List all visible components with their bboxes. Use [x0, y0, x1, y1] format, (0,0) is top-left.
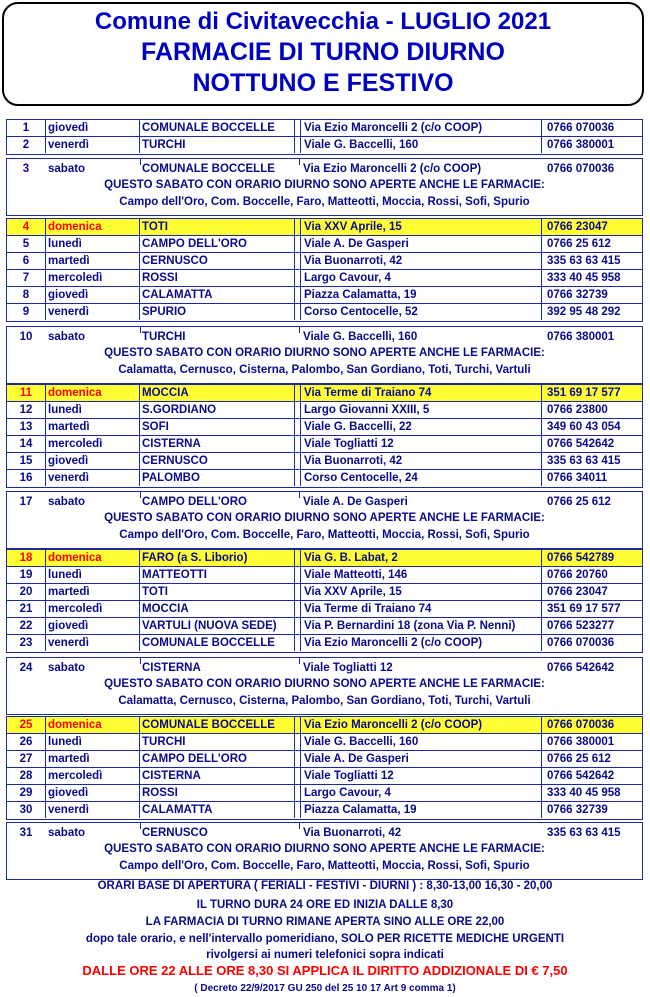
- weekday: mercoledì: [45, 601, 140, 617]
- saturday-row: [7, 327, 642, 383]
- saturday-notice: QUESTO SABATO CON ORARIO DIURNO SONO APERTE ANCHE LE FARMACIE:: [104, 843, 545, 855]
- table-row: [7, 219, 642, 236]
- footer-open: LA FARMACIA DI TURNO RIMANE APERTA SINO ALLE ORE 22,00: [145, 916, 505, 928]
- pharmacy-address: Viale Togliatti 12: [300, 768, 542, 784]
- weekday: giovedì: [45, 618, 140, 634]
- pharmacy-name: FARO (a S. Liborio): [140, 550, 295, 566]
- pharmacy-address: Viale A. De Gasperi: [300, 236, 542, 252]
- pharmacy-phone: 0766 32739: [547, 804, 608, 816]
- day-number: 21: [7, 601, 46, 617]
- day-number: 20: [7, 584, 46, 600]
- saturday-shift: [7, 660, 642, 676]
- pharmacy-address: Viale G. Baccelli, 160: [300, 137, 542, 153]
- table-row: [7, 253, 642, 270]
- weekday: giovedì: [45, 287, 140, 303]
- pharmacy-phone: 0766 20760: [547, 569, 608, 581]
- pharmacy-name: S.GORDIANO: [140, 402, 295, 418]
- pharmacy-phone: 0766 25 612: [547, 238, 611, 250]
- table-row: [7, 270, 642, 287]
- day-number: 8: [7, 287, 46, 303]
- weekday: sabato: [48, 662, 86, 674]
- day-number: 23: [7, 635, 46, 651]
- weekday: lunedì: [45, 734, 140, 750]
- weekday: giovedì: [45, 120, 140, 136]
- day-number: 19: [7, 567, 46, 583]
- table-row: [7, 601, 642, 618]
- weekday: sabato: [48, 827, 86, 839]
- pharmacy-name: MOCCIA: [140, 601, 295, 617]
- pharmacy-address: Largo Cavour, 4: [300, 785, 542, 801]
- table-row: [7, 567, 642, 584]
- pharmacy-name: CALAMATTA: [140, 802, 295, 818]
- table-row: [7, 550, 642, 567]
- pharmacy-phone: 0766 542642: [547, 662, 615, 674]
- footer-contact: rivolgersi ai numeri telefonici sopra indicati: [206, 949, 444, 961]
- saturday-block: [6, 822, 643, 880]
- weekday: domenica: [45, 717, 140, 733]
- day-number: 28: [7, 768, 46, 784]
- pharmacy-name: TOTI: [140, 219, 295, 235]
- weekday: venerdì: [45, 635, 140, 651]
- pharmacy-phone: 335 63 63 415: [547, 827, 621, 839]
- pharmacy-phone: 0766 070036: [547, 122, 615, 134]
- pharmacy-name: CAMPO DELL'ORO: [142, 496, 247, 508]
- pharmacy-name: COMUNALE BOCCELLE: [140, 635, 295, 651]
- pharmacy-phone: 0766 542789: [547, 552, 615, 564]
- saturday-shift: [7, 329, 642, 345]
- weekday: venerdì: [45, 137, 140, 153]
- pharmacy-address: Via Buonarroti, 42: [300, 253, 542, 269]
- title-line-1: Comune di Civitavecchia - LUGLIO 2021: [94, 8, 552, 35]
- pharmacy-phone: 0766 523277: [547, 620, 615, 632]
- pharmacy-phone: 351 69 17 577: [547, 387, 621, 399]
- day-number: 27: [7, 751, 46, 767]
- pharmacy-name: TURCHI: [140, 734, 295, 750]
- weekday: sabato: [48, 496, 86, 508]
- week-block: [6, 119, 643, 155]
- weekday: venerdì: [45, 802, 140, 818]
- pharmacy-address: Via Ezio Maroncelli 2 (c/o COOP): [303, 163, 482, 175]
- saturday-block: [6, 491, 643, 549]
- saturday-open-list: Calamatta, Cernusco, Cisterna, Palombo, San Gordiano, Toti, Turchi, Vartuli: [118, 695, 531, 707]
- pharmacy-address: Via Terme di Traiano 74: [300, 385, 542, 401]
- day-number: 2: [7, 137, 46, 153]
- pharmacy-address: Via XXV Aprile, 15: [300, 584, 542, 600]
- weekday: domenica: [45, 550, 140, 566]
- saturday-notice: QUESTO SABATO CON ORARIO DIURNO SONO APERTE ANCHE LE FARMACIE:: [104, 347, 545, 359]
- pharmacy-phone: 0766 380001: [547, 736, 615, 748]
- title-box: [2, 2, 644, 106]
- pharmacy-name: COMUNALE BOCCELLE: [140, 120, 295, 136]
- pharmacy-name: ROSSI: [140, 785, 295, 801]
- week-block: [6, 716, 643, 820]
- pharmacy-address: Via Buonarroti, 42: [300, 453, 542, 469]
- pharmacy-phone: 0766 34011: [547, 472, 608, 484]
- day-number: 5: [7, 236, 46, 252]
- title-line-2: FARMACIE DI TURNO DIURNO: [141, 38, 505, 66]
- day-number: 4: [7, 219, 46, 235]
- pharmacy-name: TURCHI: [142, 331, 186, 343]
- weekday: martedì: [45, 751, 140, 767]
- table-row: [7, 635, 642, 652]
- pharmacy-name: TOTI: [140, 584, 295, 600]
- pharmacy-address: Via Terme di Traiano 74: [300, 601, 542, 617]
- pharmacy-phone: 351 69 17 577: [547, 603, 621, 615]
- pharmacy-name: CERNUSCO: [142, 827, 208, 839]
- pharmacy-phone: 0766 23047: [547, 221, 608, 233]
- pharmacy-address: Corso Centocelle, 52: [300, 304, 542, 320]
- pharmacy-phone: 0766 542642: [547, 770, 615, 782]
- weekday: martedì: [45, 584, 140, 600]
- pharmacy-name: CAMPO DELL'ORO: [140, 236, 295, 252]
- footer-decree: ( Decreto 22/9/2017 GU 250 del 25 10 17 Art 9 comma 1): [194, 983, 456, 994]
- day-number: 29: [7, 785, 46, 801]
- saturday-notice: QUESTO SABATO CON ORARIO DIURNO SONO APERTE ANCHE LE FARMACIE:: [104, 512, 545, 524]
- weekday: domenica: [45, 219, 140, 235]
- table-row: [7, 802, 642, 819]
- pharmacy-address: Viale G. Baccelli, 22: [300, 419, 542, 435]
- weekday: sabato: [48, 163, 86, 175]
- table-row: [7, 287, 642, 304]
- pharmacy-name: MATTEOTTI: [140, 567, 295, 583]
- pharmacy-address: Viale A. De Gasperi: [300, 751, 542, 767]
- table-row: [7, 751, 642, 768]
- day-number: 10: [19, 331, 33, 343]
- pharmacy-name: CAMPO DELL'ORO: [140, 751, 295, 767]
- table-row: [7, 419, 642, 436]
- table-row: [7, 618, 642, 635]
- pharmacy-address: Via Ezio Maroncelli 2 (c/o COOP): [300, 635, 542, 651]
- pharmacy-address: Piazza Calamatta, 19: [300, 802, 542, 818]
- pharmacy-name: PALOMBO: [140, 470, 295, 486]
- table-row: [7, 453, 642, 470]
- week-block: [6, 218, 643, 322]
- pharmacy-name: CERNUSCO: [140, 253, 295, 269]
- weekday: mercoledì: [45, 768, 140, 784]
- pharmacy-phone: 349 60 43 054: [547, 421, 621, 433]
- weekday: lunedì: [45, 402, 140, 418]
- weekday: venerdì: [45, 470, 140, 486]
- weekday: mercoledì: [45, 436, 140, 452]
- table-row: [7, 768, 642, 785]
- table-row: [7, 120, 642, 137]
- table-row: [7, 236, 642, 253]
- footer-hours: ORARI BASE DI APERTURA ( FERIALI - FESTIVI - DIURNI ) : 8,30-13,00 16,30 - 20,00: [97, 880, 553, 892]
- saturday-block: [6, 326, 643, 384]
- footer-after: dopo tale orario, e nell'intervallo pomeridiano, SOLO PER RICETTE MEDICHE URGENTI: [85, 933, 565, 945]
- title-line-3: NOTTUNO E FESTIVO: [192, 69, 454, 97]
- saturday-shift: [7, 825, 642, 841]
- pharmacy-phone: 0766 32739: [547, 289, 608, 301]
- saturday-open-list: Campo dell'Oro, Com. Boccelle, Faro, Matteotti, Moccia, Rossi, Sofi, Spurio: [119, 529, 530, 541]
- pharmacy-address: Corso Centocelle, 24: [300, 470, 542, 486]
- day-number: 30: [7, 802, 46, 818]
- table-row: [7, 470, 642, 487]
- day-number: 14: [7, 436, 46, 452]
- weekday: sabato: [48, 331, 86, 343]
- pharmacy-address: Via P. Bernardini 18 (zona Via P. Nenni): [300, 618, 542, 634]
- weekday: giovedì: [45, 785, 140, 801]
- day-number: 18: [7, 550, 46, 566]
- day-number: 3: [22, 163, 30, 175]
- pharmacy-phone: 0766 25 612: [547, 496, 611, 508]
- table-row: [7, 734, 642, 751]
- week-block: [6, 384, 643, 488]
- table-row: [7, 304, 642, 321]
- saturday-shift: [7, 494, 642, 510]
- weekday: domenica: [45, 385, 140, 401]
- pharmacy-name: TURCHI: [140, 137, 295, 153]
- saturday-notice: QUESTO SABATO CON ORARIO DIURNO SONO APERTE ANCHE LE FARMACIE:: [104, 179, 545, 191]
- weekday: lunedì: [45, 236, 140, 252]
- pharmacy-address: Viale Togliatti 12: [300, 436, 542, 452]
- table-row: [7, 436, 642, 453]
- table-row: [7, 385, 642, 402]
- pharmacy-address: Viale G. Baccelli, 160: [300, 734, 542, 750]
- pharmacy-name: CALAMATTA: [140, 287, 295, 303]
- day-number: 6: [7, 253, 46, 269]
- saturday-block: [6, 657, 643, 715]
- saturday-open-list: Campo dell'Oro, Com. Boccelle, Faro, Matteotti, Moccia, Rossi, Sofi, Spurio: [119, 860, 530, 872]
- saturday-row: [7, 658, 642, 714]
- pharmacy-phone: 333 40 45 958: [547, 787, 621, 799]
- table-row: [7, 402, 642, 419]
- pharmacy-phone: 0766 070036: [547, 163, 615, 175]
- saturday-shift: [7, 161, 642, 177]
- pharmacy-name: COMUNALE BOCCELLE: [140, 717, 295, 733]
- pharmacy-name: CISTERNA: [140, 436, 295, 452]
- pharmacy-address: Via Ezio Maroncelli 2 (c/o COOP): [300, 120, 542, 136]
- saturday-row: [7, 492, 642, 548]
- day-number: 7: [7, 270, 46, 286]
- day-number: 17: [19, 496, 33, 508]
- pharmacy-name: SOFI: [140, 419, 295, 435]
- table-row: [7, 137, 642, 154]
- weekday: venerdì: [45, 304, 140, 320]
- pharmacy-address: Viale A. De Gasperi: [303, 496, 408, 508]
- pharmacy-address: Via Ezio Maroncelli 2 (c/o COOP): [300, 717, 542, 733]
- weekday: mercoledì: [45, 270, 140, 286]
- pharmacy-address: Viale G. Baccelli, 160: [303, 331, 418, 343]
- pharmacy-address: Via Buonarroti, 42: [303, 827, 402, 839]
- day-number: 31: [19, 827, 33, 839]
- pharmacy-name: CISTERNA: [142, 662, 201, 674]
- day-number: 1: [7, 120, 46, 136]
- pharmacy-name: MOCCIA: [140, 385, 295, 401]
- pharmacy-phone: 0766 23047: [547, 586, 608, 598]
- pharmacy-address: Largo Giovanni XXIII, 5: [300, 402, 542, 418]
- pharmacy-phone: 0766 542642: [547, 438, 615, 450]
- day-number: 13: [7, 419, 46, 435]
- pharmacy-phone: 0766 380001: [547, 139, 615, 151]
- day-number: 24: [19, 662, 33, 674]
- pharmacy-name: SPURIO: [140, 304, 295, 320]
- saturday-open-list: Campo dell'Oro, Com. Boccelle, Faro, Matteotti, Moccia, Rossi, Sofi, Spurio: [119, 196, 530, 208]
- pharmacy-phone: 0766 070036: [547, 719, 615, 731]
- pharmacy-address: Viale Togliatti 12: [303, 662, 393, 674]
- day-number: 25: [7, 717, 46, 733]
- pharmacy-name: COMUNALE BOCCELLE: [142, 163, 275, 175]
- saturday-row: [7, 159, 642, 215]
- saturday-notice: QUESTO SABATO CON ORARIO DIURNO SONO APERTE ANCHE LE FARMACIE:: [104, 678, 545, 690]
- pharmacy-phone: 335 63 63 415: [547, 255, 621, 267]
- pharmacy-address: Via XXV Aprile, 15: [300, 219, 542, 235]
- day-number: 12: [7, 402, 46, 418]
- saturday-open-list: Calamatta, Cernusco, Cisterna, Palombo, San Gordiano, Toti, Turchi, Vartuli: [118, 364, 531, 376]
- pharmacy-address: Largo Cavour, 4: [300, 270, 542, 286]
- pharmacy-name: VARTULI (NUOVA SEDE): [140, 618, 295, 634]
- pharmacy-phone: 0766 23800: [547, 404, 608, 416]
- footer-shift: IL TURNO DURA 24 ORE ED INIZIA DALLE 8,30: [196, 899, 454, 911]
- pharmacy-phone: 0766 070036: [547, 637, 615, 649]
- weekday: martedì: [45, 419, 140, 435]
- table-row: [7, 584, 642, 601]
- table-row: [7, 785, 642, 802]
- day-number: 22: [7, 618, 46, 634]
- day-number: 11: [7, 385, 46, 401]
- week-block: [6, 549, 643, 653]
- pharmacy-name: ROSSI: [140, 270, 295, 286]
- saturday-block: [6, 158, 643, 216]
- pharmacy-address: Viale Matteotti, 146: [300, 567, 542, 583]
- weekday: giovedì: [45, 453, 140, 469]
- pharmacy-phone: 335 63 63 415: [547, 455, 621, 467]
- day-number: 9: [7, 304, 46, 320]
- pharmacy-address: Piazza Calamatta, 19: [300, 287, 542, 303]
- pharmacy-phone: 333 40 45 958: [547, 272, 621, 284]
- day-number: 26: [7, 734, 46, 750]
- pharmacy-name: CERNUSCO: [140, 453, 295, 469]
- day-number: 15: [7, 453, 46, 469]
- pharmacy-phone: 392 95 48 292: [547, 306, 621, 318]
- saturday-row: [7, 823, 642, 879]
- weekday: martedì: [45, 253, 140, 269]
- pharmacy-name: CISTERNA: [140, 768, 295, 784]
- day-number: 16: [7, 470, 46, 486]
- pharmacy-phone: 0766 25 612: [547, 753, 611, 765]
- footer-fee: DALLE ORE 22 ALLE ORE 8,30 SI APPLICA IL DIRITTO ADDIZIONALE DI € 7,50: [82, 963, 568, 978]
- pharmacy-address: Via G. B. Labat, 2: [300, 550, 542, 566]
- pharmacy-phone: 0766 380001: [547, 331, 615, 343]
- table-row: [7, 717, 642, 734]
- weekday: lunedì: [45, 567, 140, 583]
